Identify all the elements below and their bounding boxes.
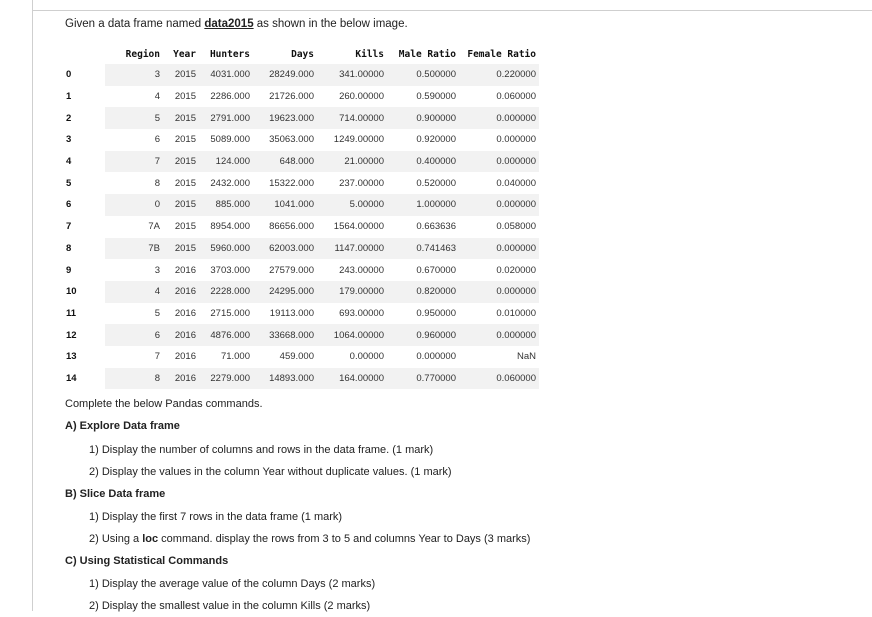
table-cell: 21.00000 <box>317 151 387 173</box>
question-b2-prefix: 2) Using a <box>89 533 143 545</box>
row-index: 2 <box>62 107 105 129</box>
table-cell: 28249.000 <box>253 64 317 86</box>
table-cell: 5 <box>105 107 163 129</box>
row-index: 13 <box>62 346 105 368</box>
table-cell: 2228.000 <box>199 281 253 303</box>
table-cell: 0.010000 <box>459 303 539 325</box>
table-cell: 0.670000 <box>387 259 459 281</box>
table-cell: 1564.00000 <box>317 216 387 238</box>
question-a1: 1) Display the number of columns and rows in the data frame. (1 mark) <box>89 444 434 456</box>
table-cell: 2015 <box>163 216 199 238</box>
table-cell: 6 <box>105 129 163 151</box>
column-header: Female Ratio <box>467 48 536 60</box>
table-cell: 2715.000 <box>199 303 253 325</box>
loc-keyword: loc <box>142 533 159 545</box>
question-b2 <box>89 533 530 545</box>
intro-prefix: Given a data frame named <box>65 18 205 30</box>
table-row <box>62 129 539 151</box>
table-cell: 7 <box>105 151 163 173</box>
table-cell: 8 <box>105 172 163 194</box>
table-cell: 24295.000 <box>253 281 317 303</box>
table-cell: 2016 <box>163 303 199 325</box>
table-cell: 2015 <box>163 107 199 129</box>
table-cell: 7B <box>105 238 163 260</box>
table-cell: 714.00000 <box>317 107 387 129</box>
table-cell: 0.500000 <box>387 64 459 86</box>
table-cell: 2016 <box>163 259 199 281</box>
table-cell: 27579.000 <box>253 259 317 281</box>
table-cell: 0.000000 <box>387 346 459 368</box>
table-row <box>62 238 539 260</box>
table-row <box>62 324 539 346</box>
row-index: 1 <box>62 86 105 108</box>
table-cell: 8954.000 <box>199 216 253 238</box>
table-row <box>62 86 539 108</box>
row-index: 9 <box>62 259 105 281</box>
table-cell: 0.000000 <box>459 129 539 151</box>
row-index: 6 <box>62 194 105 216</box>
table-cell: 459.000 <box>253 346 317 368</box>
table-cell: 0.058000 <box>459 216 539 238</box>
dataframe-name: data2015 <box>204 18 254 30</box>
table-cell: 341.00000 <box>317 64 387 86</box>
table-cell: 1147.00000 <box>317 238 387 260</box>
table-row <box>62 368 539 390</box>
question-b1: 1) Display the first 7 rows in the data frame (1 mark) <box>89 511 343 523</box>
table-cell: 0.663636 <box>387 216 459 238</box>
table-cell: 21726.000 <box>253 86 317 108</box>
dataframe-table <box>62 44 539 389</box>
intro-suffix: as shown in the below image. <box>253 18 408 30</box>
table-cell: 3 <box>105 259 163 281</box>
card-divider <box>32 10 872 11</box>
table-cell: 7A <box>105 216 163 238</box>
row-index: 11 <box>62 303 105 325</box>
row-index: 5 <box>62 172 105 194</box>
table-cell: 2015 <box>163 238 199 260</box>
table-row <box>62 64 539 86</box>
table-cell: 4 <box>105 86 163 108</box>
row-index: 8 <box>62 238 105 260</box>
table-cell: 1249.00000 <box>317 129 387 151</box>
table-row <box>62 194 539 216</box>
table-cell: 2016 <box>163 346 199 368</box>
table-cell: 2015 <box>163 64 199 86</box>
table-cell: 2015 <box>163 194 199 216</box>
table-row <box>62 303 539 325</box>
table-cell: 0.000000 <box>459 281 539 303</box>
table-row <box>62 172 539 194</box>
table-cell: 2279.000 <box>199 368 253 390</box>
table-cell: 2791.000 <box>199 107 253 129</box>
table-cell: 2286.000 <box>199 86 253 108</box>
table-cell: 0.741463 <box>387 238 459 260</box>
row-index: 12 <box>62 324 105 346</box>
table-cell: 35063.000 <box>253 129 317 151</box>
table-cell: 0.000000 <box>459 151 539 173</box>
table-cell: 7 <box>105 346 163 368</box>
table-cell: 693.00000 <box>317 303 387 325</box>
table-cell: 5 <box>105 303 163 325</box>
table-cell: 86656.000 <box>253 216 317 238</box>
column-header: Region <box>125 48 160 60</box>
row-index: 0 <box>62 64 105 86</box>
table-cell: 2015 <box>163 172 199 194</box>
table-cell: 885.000 <box>199 194 253 216</box>
section-b-title: B) Slice Data frame <box>65 488 166 500</box>
table-cell: 0.040000 <box>459 172 539 194</box>
table-cell: 0.000000 <box>459 324 539 346</box>
table-cell: 0.000000 <box>459 194 539 216</box>
table-cell: 2016 <box>163 281 199 303</box>
column-header: Male Ratio <box>398 48 456 60</box>
table-cell: 0.820000 <box>387 281 459 303</box>
table-cell: 0.900000 <box>387 107 459 129</box>
table-cell: 14893.000 <box>253 368 317 390</box>
table-row <box>62 151 539 173</box>
table-cell: 3 <box>105 64 163 86</box>
table-cell: 0 <box>105 194 163 216</box>
table-row <box>62 259 539 281</box>
question-c1: 1) Display the average value of the column Days (2 marks) <box>89 578 376 590</box>
table-cell: 19113.000 <box>253 303 317 325</box>
question-b2-suffix: command. display the rows from 3 to 5 and columns Year to Days (3 marks) <box>158 533 531 545</box>
table-cell: 0.020000 <box>459 259 539 281</box>
table-cell: 0.220000 <box>459 64 539 86</box>
question-c2: 2) Display the smallest value in the column Kills (2 marks) <box>89 600 371 612</box>
section-c-title: C) Using Statistical Commands <box>65 555 229 567</box>
column-header: Kills <box>355 48 384 60</box>
table-cell: 5960.000 <box>199 238 253 260</box>
table-cell: 2432.000 <box>199 172 253 194</box>
table-cell: 0.770000 <box>387 368 459 390</box>
section-a-title: A) Explore Data frame <box>65 420 180 432</box>
table-cell: 5089.000 <box>199 129 253 151</box>
table-cell: 1.000000 <box>387 194 459 216</box>
table-cell: 0.060000 <box>459 368 539 390</box>
table-cell: 2015 <box>163 86 199 108</box>
question-a2: 2) Display the values in the column Year without duplicate values. (1 mark) <box>89 466 452 478</box>
table-cell: 5.00000 <box>317 194 387 216</box>
table-cell: 4031.000 <box>199 64 253 86</box>
column-header: Days <box>291 48 314 60</box>
table-cell: 648.000 <box>253 151 317 173</box>
column-header: Hunters <box>209 48 250 60</box>
table-cell: 6 <box>105 324 163 346</box>
table-cell: 15322.000 <box>253 172 317 194</box>
table-cell: 260.00000 <box>317 86 387 108</box>
table-cell: 0.950000 <box>387 303 459 325</box>
table-cell: 0.000000 <box>459 238 539 260</box>
table-cell: 1041.000 <box>253 194 317 216</box>
table-row <box>62 346 539 368</box>
intro-text <box>65 18 408 30</box>
table-cell: 33668.000 <box>253 324 317 346</box>
instructions-intro: Complete the below Pandas commands. <box>65 398 263 410</box>
table-cell: NaN <box>459 346 539 368</box>
table-cell: 1064.00000 <box>317 324 387 346</box>
table-cell: 4876.000 <box>199 324 253 346</box>
row-index: 14 <box>62 368 105 390</box>
table-cell: 0.060000 <box>459 86 539 108</box>
table-cell: 62003.000 <box>253 238 317 260</box>
table-cell: 0.960000 <box>387 324 459 346</box>
table-cell: 0.520000 <box>387 172 459 194</box>
table-cell: 0.590000 <box>387 86 459 108</box>
table-cell: 0.920000 <box>387 129 459 151</box>
table-cell: 2016 <box>163 368 199 390</box>
table-cell: 0.000000 <box>459 107 539 129</box>
table-cell: 71.000 <box>199 346 253 368</box>
table-cell: 19623.000 <box>253 107 317 129</box>
table-cell: 8 <box>105 368 163 390</box>
table-cell: 4 <box>105 281 163 303</box>
table-cell: 237.00000 <box>317 172 387 194</box>
row-index: 3 <box>62 129 105 151</box>
table-cell: 0.400000 <box>387 151 459 173</box>
table-cell: 124.000 <box>199 151 253 173</box>
index-header <box>62 44 105 64</box>
table-cell: 164.00000 <box>317 368 387 390</box>
row-index: 10 <box>62 281 105 303</box>
column-header: Year <box>173 48 196 60</box>
table-row <box>62 216 539 238</box>
table-cell: 2015 <box>163 129 199 151</box>
table-cell: 2016 <box>163 324 199 346</box>
table-header-row <box>62 44 539 64</box>
table-cell: 0.00000 <box>317 346 387 368</box>
table-cell: 2015 <box>163 151 199 173</box>
table-row <box>62 281 539 303</box>
row-index: 4 <box>62 151 105 173</box>
table-row <box>62 107 539 129</box>
table-cell: 179.00000 <box>317 281 387 303</box>
table-cell: 243.00000 <box>317 259 387 281</box>
row-index: 7 <box>62 216 105 238</box>
table-cell: 3703.000 <box>199 259 253 281</box>
